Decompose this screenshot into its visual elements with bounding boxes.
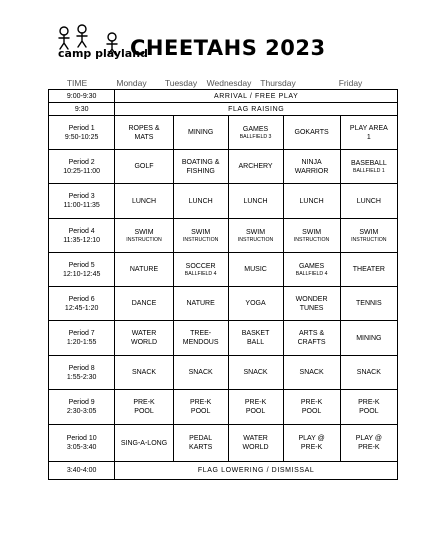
table-row [49, 184, 398, 219]
activity-cell [115, 219, 173, 253]
activity-cell [283, 184, 340, 219]
cell-text-line: DANCE [131, 300, 157, 307]
header-monday: Monday [116, 78, 147, 88]
activity-cell [228, 390, 283, 425]
activity-cell [228, 287, 283, 321]
activity-cell [228, 184, 283, 219]
activity-cell [283, 253, 340, 287]
activity-cell [228, 219, 283, 253]
cell-text-line: POOL [359, 408, 379, 415]
cell-text-line: ARCHERY [238, 163, 273, 170]
cell-text-line: INSTRUCTION [237, 237, 274, 243]
cell-text-line: PRE-K [300, 444, 323, 451]
activity-cell [173, 116, 228, 150]
cell-text-line: 9:30 [74, 105, 89, 113]
cell-text-line: TUNES [299, 304, 324, 312]
cell-text-line: YOGA [245, 300, 266, 307]
cell-text-line: WORLD [130, 339, 158, 346]
activity-cell [283, 116, 340, 150]
cell-text-line: SNACK [356, 369, 381, 376]
cell-text-line: PRE-K [358, 444, 380, 451]
cell-text-line: KARTS [189, 444, 213, 451]
cell-text-line: GAMES [242, 126, 269, 133]
time-cell [49, 287, 115, 321]
activity-cell [340, 321, 397, 356]
cell-text-line: WATER [243, 435, 268, 442]
activity-cell [115, 253, 173, 287]
cell-text-line: PRE-K [189, 399, 212, 406]
cell-text-line: BALL [246, 339, 265, 346]
cell-text-line: MINING [356, 334, 382, 342]
activity-cell [340, 356, 397, 390]
cell-text-line: POOL [245, 408, 266, 415]
activity-cell [283, 287, 340, 321]
cell-text-line: SWIM [302, 229, 322, 236]
cell-text-line: BALLFIELD 4 [295, 271, 328, 277]
cell-text-line: Period 9 [68, 399, 95, 406]
activity-cell [228, 150, 283, 184]
cell-text-line: PLAY @ [298, 435, 325, 442]
cell-text-line: MUSIC [244, 266, 267, 273]
time-cell [49, 219, 115, 253]
cell-text-line: 9:00-9:30 [66, 92, 97, 100]
time-cell [49, 184, 115, 219]
time-cell [49, 90, 115, 103]
cell-text-line: GOKARTS [294, 129, 329, 136]
cell-text-line: LUNCH [188, 197, 213, 205]
table-row [49, 150, 398, 184]
cell-text-line: SNACK [243, 369, 268, 376]
schedule-table [48, 89, 398, 480]
activity-cell [340, 184, 397, 219]
cell-text-line: SNACK [188, 369, 213, 376]
cell-text-line: BALLFIELD 1 [352, 168, 385, 174]
cell-text-line: PRE-K [300, 399, 323, 406]
cell-text-line: POOL [301, 408, 322, 415]
activity-cell [340, 219, 397, 253]
activity-cell [283, 219, 340, 253]
cell-text-line: WONDER [295, 295, 328, 303]
activity-cell [228, 425, 283, 462]
cell-text-line: SNACK [131, 369, 157, 376]
activity-cell [173, 184, 228, 219]
time-cell [49, 116, 115, 150]
cell-text-line: 1:20-1:55 [66, 339, 97, 346]
cell-text-line: SNACK [299, 369, 324, 376]
activity-cell [115, 356, 173, 390]
header-friday: Friday [338, 78, 363, 88]
column-headers [48, 78, 398, 89]
time-cell [49, 425, 115, 462]
activity-cell [228, 356, 283, 390]
cell-text-line: INSTRUCTION [293, 237, 330, 243]
cell-text-line: LUNCH [131, 197, 157, 205]
activity-cell [173, 425, 228, 462]
table-row [49, 90, 398, 103]
activity-cell [340, 253, 397, 287]
cell-text-line: 1:55-2:30 [66, 373, 97, 381]
table-row [49, 356, 398, 390]
table-row [49, 116, 398, 150]
cell-text-line: 9:50-10:25 [64, 133, 99, 141]
cell-text-line: TENNIS [356, 300, 382, 307]
table-row [49, 425, 398, 462]
cell-text-line: GOLF [134, 163, 154, 170]
activity-cell [173, 356, 228, 390]
time-cell [49, 253, 115, 287]
cell-text-line: BASEBALL [350, 160, 387, 167]
cell-text-line: 3:40-4:00 [66, 467, 97, 474]
activity-cell [173, 219, 228, 253]
activity-cell [115, 150, 173, 184]
time-cell [49, 321, 115, 356]
cell-text-line: INSTRUCTION [182, 237, 219, 243]
table-row [49, 103, 398, 116]
cell-text-line: INSTRUCTION [126, 237, 162, 243]
cell-text-line: FISHING [186, 167, 215, 175]
cell-text-line: TREE- [190, 330, 212, 337]
cell-text-line: BALLFIELD 3 [239, 134, 272, 140]
cell-text-line: PLAY @ [355, 435, 382, 442]
cell-text-line: MENDOUS [182, 339, 219, 346]
time-cell [49, 103, 115, 116]
cell-text-line: WARRIOR [294, 167, 329, 175]
cell-text-line: 10:25-11:00 [63, 167, 101, 175]
cell-text-line: SWIM [246, 229, 266, 236]
cell-text-line: 1 [366, 133, 371, 141]
activity-cell [115, 425, 173, 462]
cell-text-line: PLAY AREA [349, 124, 388, 132]
cell-text-line: LUNCH [243, 197, 268, 205]
page-title: CHEETAHS 2023 [130, 36, 326, 60]
cell-text-line: NINJA [301, 158, 322, 166]
cell-text-line: ARTS & [299, 330, 325, 337]
cell-text-line: GAMES [298, 263, 325, 270]
cell-text-line: SWIM [191, 229, 211, 236]
cell-text-line: 12:10-12:45 [62, 270, 101, 278]
activity-cell [283, 425, 340, 462]
cell-text-line: 12:45-1:20 [64, 304, 99, 312]
cell-text-line: POOL [190, 408, 211, 415]
cell-text-line: 3:05-3:40 [66, 444, 97, 451]
all-day-activity-cell: FLAG LOWERING / DISMISSAL [115, 462, 398, 480]
cell-text-line: Period 5 [68, 261, 95, 269]
cell-text-line: PEDAL [189, 435, 213, 442]
activity-cell [115, 184, 173, 219]
activity-cell [173, 390, 228, 425]
cell-text-line: Period 4 [68, 227, 95, 235]
cell-text-line: BASKET [241, 330, 270, 337]
activity-cell [115, 390, 173, 425]
header-wednesday: Wednesday [206, 78, 252, 88]
cell-text-line: PRE-K [133, 399, 155, 406]
cell-text-line: THEATER [352, 266, 385, 273]
cell-text-line: 11:00-11:35 [63, 202, 100, 209]
table-row [49, 287, 398, 321]
cell-text-line: POOL [134, 408, 154, 415]
activity-cell [173, 321, 228, 356]
table-row [49, 390, 398, 425]
activity-cell [173, 253, 228, 287]
activity-cell [115, 287, 173, 321]
cell-text-line: NATURE [186, 300, 215, 307]
table-row [49, 253, 398, 287]
camp-playland-logo [54, 23, 148, 69]
cell-text-line: Period 3 [68, 193, 95, 200]
cell-text-line: Period 2 [68, 158, 95, 166]
activity-cell [283, 321, 340, 356]
cell-text-line: SOCCER [185, 263, 216, 270]
activity-cell [340, 287, 397, 321]
activity-cell [340, 390, 397, 425]
cell-text-line: MINING [188, 129, 214, 136]
cell-text-line: Period 6 [68, 295, 95, 303]
activity-cell [228, 321, 283, 356]
cell-text-line: BALLFIELD 4 [184, 271, 217, 277]
activity-cell [173, 150, 228, 184]
all-day-activity-cell: FLAG RAISING [115, 103, 398, 116]
activity-cell [228, 253, 283, 287]
activity-cell [340, 116, 397, 150]
cell-text-line: ROPES & [128, 124, 160, 132]
table-row [49, 462, 398, 480]
cell-text-line: 2:30-3:05 [66, 408, 97, 415]
header-thursday: Thursday [260, 78, 296, 88]
cell-text-line: LUNCH [356, 197, 381, 205]
cell-text-line: NATURE [129, 266, 159, 273]
cell-text-line: Period 1 [68, 124, 95, 132]
cell-text-line: 11:35-12:10 [63, 236, 101, 244]
table-row [49, 219, 398, 253]
activity-cell [283, 390, 340, 425]
activity-cell [173, 287, 228, 321]
cell-text-line: CRAFTS [297, 339, 326, 346]
svg-text:camp playland: camp playland [58, 47, 148, 60]
activity-cell [283, 356, 340, 390]
cell-text-line: SING-A-LONG [120, 439, 168, 447]
cell-text-line: PRE-K [244, 399, 267, 406]
activity-cell [115, 116, 173, 150]
time-cell [49, 356, 115, 390]
activity-cell [340, 425, 397, 462]
cell-text-line: MATS [134, 133, 154, 141]
cell-text-line: LUNCH [299, 197, 324, 205]
cell-text-line: WORLD [242, 444, 269, 451]
activity-cell [228, 116, 283, 150]
time-cell [49, 390, 115, 425]
cell-text-line: PRE-K [358, 399, 380, 406]
header-time: TIME [66, 78, 88, 88]
activity-cell [283, 150, 340, 184]
cell-text-line: Period 8 [68, 364, 95, 372]
cell-text-line: INSTRUCTION [351, 237, 387, 243]
cell-text-line: BOATING & [181, 158, 220, 166]
activity-cell [340, 150, 397, 184]
all-day-activity-cell: ARRIVAL / FREE PLAY [115, 90, 398, 103]
cell-text-line: SWIM [134, 229, 154, 236]
cell-text-line: SWIM [359, 229, 379, 236]
time-cell [49, 462, 115, 480]
cell-text-line: WATER [131, 330, 157, 337]
cell-text-line: Period 10 [66, 435, 97, 442]
table-row [49, 321, 398, 356]
cell-text-line: Period 7 [68, 330, 95, 337]
activity-cell [115, 321, 173, 356]
time-cell [49, 150, 115, 184]
header-tuesday: Tuesday [164, 78, 198, 88]
